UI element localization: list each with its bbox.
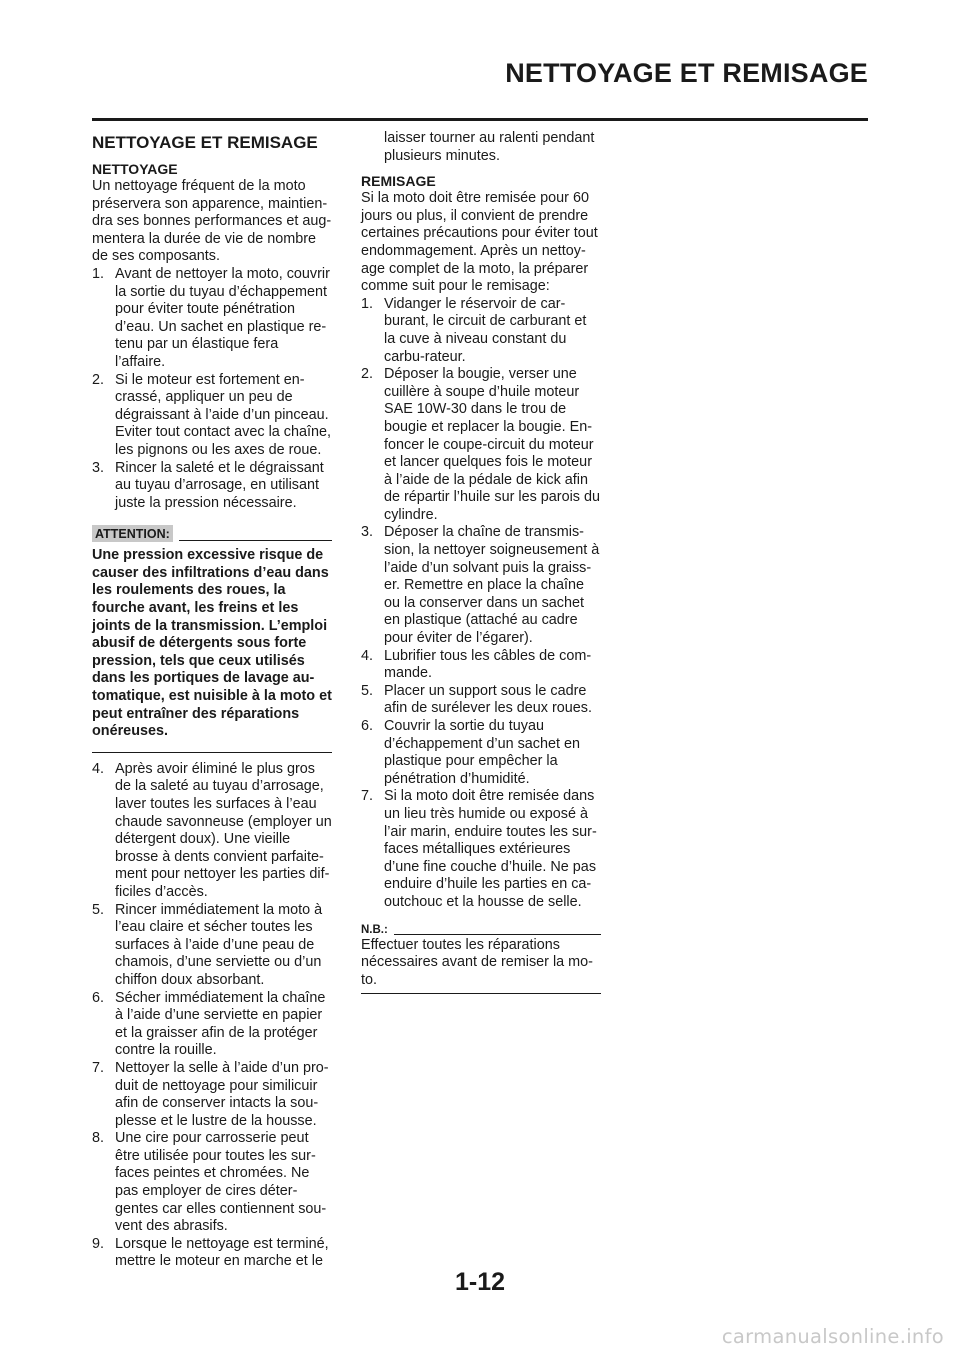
header-rule [92, 118, 868, 121]
note-box [361, 924, 601, 995]
note-header [361, 924, 601, 937]
step-number: 2. [92, 371, 105, 388]
step-text: Si la moto doit être remisée dans un lieu très humide ou exposé à l’air marin, enduire toutes les sur-faces métalliques extérieures d’une fine couche d’huile. Ne pas enduire d’huile les parties en ca-outchouc et la housse de selle. [384, 788, 597, 910]
step-text: Après avoir éliminé le plus gros de la saleté au tuyau d’arrosage, laver toutes les surfaces à l’eau chaude savonneuse (employer un détergent doux). Une vieille brosse à dents convient parfaite-ment pour nettoyer les parties dif-ficiles d’accès. [115, 760, 332, 900]
attention-box [92, 522, 332, 753]
list-item [92, 372, 332, 460]
list-item [92, 1130, 332, 1236]
attention-text: Une pression excessive risque de causer des infiltrations d’eau dans les roulements des roues, la fourche avant, les freins et les joints de la transmission. L’emploi abusif de détergents sous forte pression, tels que ceux utilisés dans les portiques de lavage au-tomatique, est nuisible à la moto et peut entraîner des réparations onéreuses. [92, 547, 332, 740]
step-text: Déposer la bougie, verser une cuillère à soupe d’huile moteur SAE 10W-30 dans le trou de bougie et replacer la bougie. En-foncer le coupe-circuit du moteur et lancer quelques fois le moteur à l’aide de la pédale de kick afin de répartir l’huile sur les parois du cylindre. [384, 366, 600, 523]
step-text: Sécher immédiatement la chaîne à l’aide d’une serviette en papier et la graisser afin de la protéger contre la rouille. [115, 989, 326, 1059]
cleaning-steps-list-a [92, 266, 332, 512]
middle-column [361, 130, 601, 994]
list-item [361, 648, 601, 683]
cleaning-intro: Un nettoyage fréquent de la moto préservera son apparence, maintien-dra ses bonnes performances et aug-mentera la durée de vie de nombre de ses composants. [92, 178, 332, 265]
step-number: 6. [361, 718, 374, 734]
section-title: NETTOYAGE ET REMISAGE [92, 133, 318, 152]
attention-label: ATTENTION: [92, 525, 173, 542]
step-number: 5. [361, 682, 374, 699]
step-text: Nettoyer la selle à l’aide d’un pro-duit de nettoyage pour similicuir afin de conserver intacts la sou-plesse et le lustre de la housse. [115, 1059, 329, 1129]
note-label: N.B.: [361, 923, 388, 936]
step-text: Avant de nettoyer la moto, couvrir la sortie du tuyau d’échappement pour éviter toute pénétration d’eau. Un sachet en plastique re-tenu par un élastique fera l’affaire. [115, 265, 330, 370]
step9-continuation: laisser tourner au ralenti pendant plusieurs minutes. [384, 130, 595, 164]
list-item [92, 761, 332, 902]
step-text: Rincer immédiatement la moto à l’eau claire et sécher toutes les surfaces à l’aide d’une peau de chamois, d’une serviette ou d’un chiffon doux absorbant. [115, 901, 323, 988]
step-text: Vidanger le réservoir de car-burant, le circuit de carburant et la cuve à niveau constant du carbu-rateur. [384, 295, 587, 365]
step-number: 3. [92, 459, 105, 476]
cleaning-steps-list-b [92, 761, 332, 1271]
note-rule [394, 934, 601, 935]
step-text: Déposer la chaîne de transmis-sion, la nettoyer soigneusement à l’aide d’un solvant puis la graiss-er. Remettre en place la chaîne ou la conserver dans un sachet en plastique (attaché au cadre pour éviter de l’égarer). [384, 524, 600, 647]
step-number: 7. [92, 1059, 105, 1076]
list-item [361, 718, 601, 788]
note-end-rule [361, 993, 601, 994]
list-item [361, 524, 601, 647]
step-number: 6. [92, 989, 105, 1006]
step-number: 1. [361, 295, 374, 312]
attention-end-rule [92, 752, 332, 753]
storage-intro: Si la moto doit être remisée pour 60 jours ou plus, il convient de prendre certaines précautions pour éviter tout endommagement. Après un nettoy-age complet de la moto, la préparer comme suit pour le remisage: [361, 190, 598, 295]
cleaning-heading: NETTOYAGE [92, 161, 178, 177]
list-item [361, 366, 601, 524]
list-item [92, 902, 332, 990]
step-text: Couvrir la sortie du tuyau d’échappement d’un sachet en plastique pour empêcher la pénétration d’humidité. [384, 718, 581, 787]
step-number: 8. [92, 1130, 105, 1147]
step-number: 2. [361, 366, 374, 383]
list-item [361, 788, 601, 911]
list-item [92, 1236, 332, 1271]
step-number: 4. [361, 647, 374, 664]
step-text: Si le moteur est fortement en-crassé, appliquer un peu de dégraissant à l’aide d’un pinceau. Eviter tout contact avec la chaîne, les pignons ou les axes de roue. [115, 371, 331, 458]
watermark: carmanualsonline.info [721, 1325, 944, 1348]
page-header-title: NETTOYAGE ET REMISAGE [505, 58, 868, 88]
list-item [92, 460, 332, 513]
step-number: 5. [92, 901, 105, 918]
step-number: 1. [92, 265, 105, 282]
step-text: Rincer la saleté et le dégraissant au tuyau d’arrosage, en utilisant juste la pression nécessaire. [115, 459, 324, 511]
step-text: Lubrifier tous les câbles de com-mande. [384, 647, 592, 682]
attention-rule [179, 540, 332, 541]
left-column [92, 130, 332, 1271]
list-item [92, 990, 332, 1060]
step-number: 9. [92, 1235, 105, 1252]
step-text: Placer un support sous le cadre afin de surélever les deux roues. [384, 682, 592, 717]
storage-heading: REMISAGE [361, 173, 436, 190]
step-number: 3. [361, 524, 374, 541]
attention-header [92, 522, 332, 542]
list-item [92, 266, 332, 372]
list-item [361, 296, 601, 366]
step-text: Lorsque le nettoyage est terminé, mettre le moteur en marche et le [115, 1235, 329, 1270]
list-item [361, 683, 601, 718]
step-number: 4. [92, 760, 105, 777]
note-text: Effectuer toutes les réparations nécessaires avant de remiser la mo-to. [361, 936, 593, 988]
step-number: 7. [361, 788, 374, 805]
step-text: Une cire pour carrosserie peut être utilisée pour toutes les sur-faces peintes et chromées. Ne pas employer de cires déter-gentes car elles contiennent sou-vent des abrasifs. [115, 1130, 327, 1235]
page-number: 1-12 [454, 1268, 506, 1296]
storage-steps-list [361, 296, 601, 912]
list-item [92, 1060, 332, 1130]
